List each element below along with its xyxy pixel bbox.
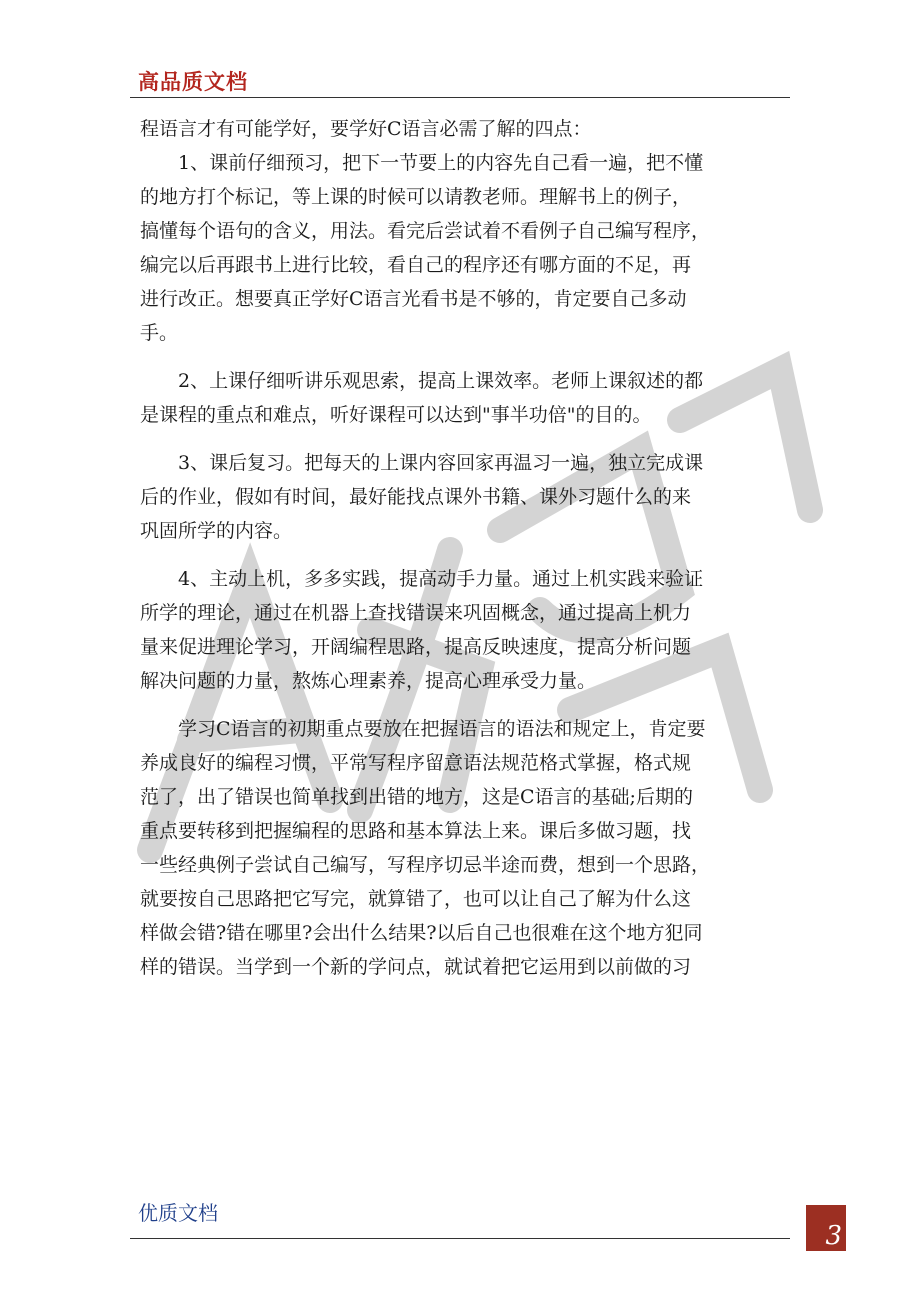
text-line: 样的错误。当学到一个新的学问点，就试着把它运用到以前做的习	[140, 956, 692, 978]
text-line: 编完以后再跟书上进行比较，看自己的程序还有哪方面的不足，再	[140, 254, 692, 276]
text-line: 就要按自己思路把它写完，就算错了，也可以让自己了解为什么这	[140, 888, 692, 910]
text-line: 一些经典例子尝试自己编写，写程序切忌半途而费，想到一个思路，	[140, 854, 711, 876]
text-line: 手。	[140, 322, 179, 344]
header-divider	[130, 97, 790, 98]
text-line: 解决问题的力量，熬炼心理素养，提高心理承受力量。	[140, 670, 597, 692]
text-line: 进行改正。想要真正学好C语言光看书是不够的，肯定要自己多动	[140, 288, 687, 310]
text-line: 3、课后复习。把每天的上课内容回家再温习一遍，独立完成课	[178, 452, 704, 474]
text-line: 量来促进理论学习，开阔编程思路，提高反映速度，提高分析问题	[140, 636, 692, 658]
text-line: 4、主动上机，多多实践，提高动手力量。通过上机实践来验证	[178, 568, 704, 590]
page-number: 3	[825, 1221, 842, 1251]
document-body	[140, 112, 790, 984]
text-line: 重点要转移到把握编程的思路和基本算法上来。课后多做习题，找	[140, 820, 692, 842]
text-line: 学习C语言的初期重点要放在把握语言的语法和规定上，肯定要	[178, 718, 706, 740]
text-line: 养成良好的编程习惯，平常写程序留意语法规范格式掌握，格式规	[140, 752, 692, 774]
text-line: 范了，出了错误也简单找到出错的地方，这是C语言的基础;后期的	[140, 786, 693, 808]
footer-title: 优质文档	[138, 1201, 218, 1225]
text-line: 搞懂每个语句的含义，用法。看完后尝试着不看例子自己编写程序，	[140, 220, 711, 242]
text-line: 巩固所学的内容。	[140, 520, 293, 542]
text-line: 程语言才有可能学好，要学好C语言必需了解的四点：	[140, 118, 592, 140]
text-line: 1、课前仔细预习，把下一节要上的内容先自己看一遍，把不懂	[178, 152, 704, 174]
footer-divider	[130, 1238, 790, 1239]
text-line: 所学的理论，通过在机器上查找错误来巩固概念，通过提高上机力	[140, 602, 692, 624]
text-line: 是课程的重点和难点，听好课程可以达到"事半功倍"的目的。	[140, 404, 652, 426]
text-line: 后的作业，假如有时间，最好能找点课外书籍、课外习题什么的来	[140, 486, 692, 508]
text-line: 的地方打个标记，等上课的时候可以请教老师。理解书上的例子，	[140, 186, 692, 208]
text-line: 2、上课仔细听讲乐观思索，提高上课效率。老师上课叙述的都	[178, 370, 704, 392]
header-title: 高品质文档	[138, 70, 248, 94]
text-line: 样做会错?错在哪里?会出什么结果?以后自己也很难在这个地方犯同	[140, 922, 703, 944]
page-number-badge	[806, 1205, 846, 1251]
